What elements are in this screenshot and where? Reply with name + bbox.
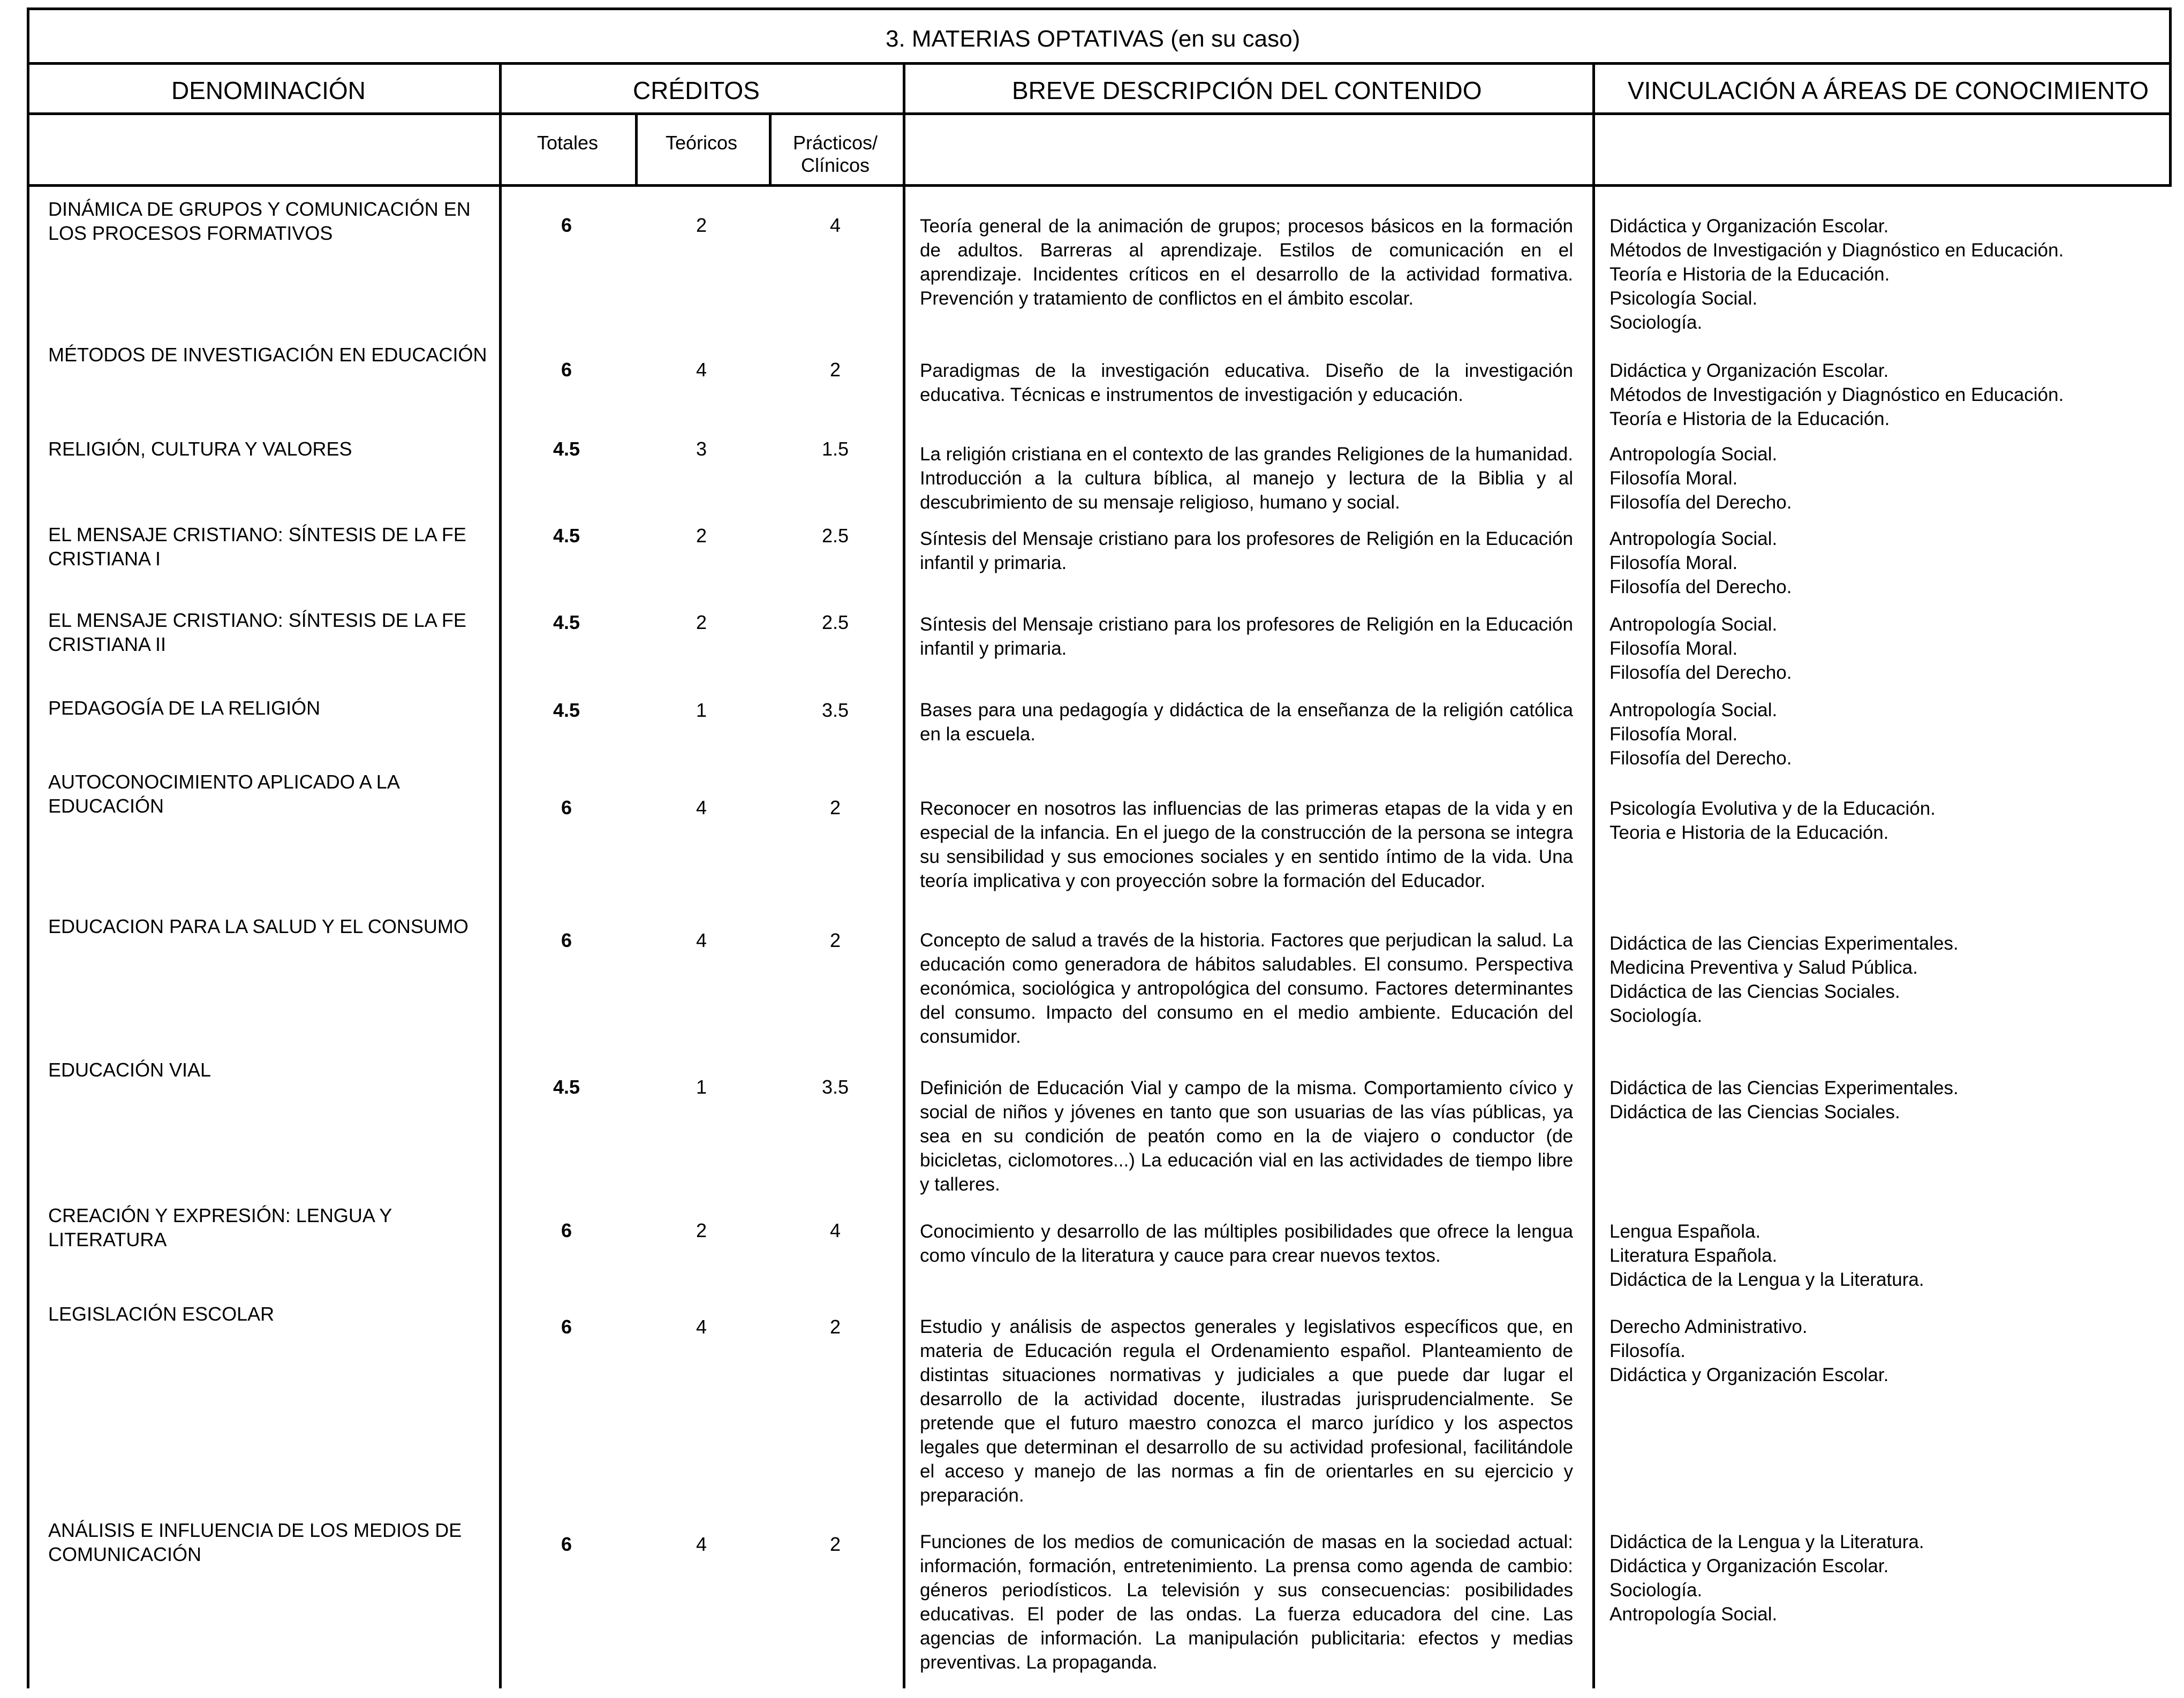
area-item: Didáctica y Organización Escolar. [1609, 216, 1889, 237]
area-item: Lengua Española. [1609, 1221, 1761, 1242]
subject-name: MÉTODOS DE INVESTIGACIÓN EN EDUCACIÓN [48, 344, 487, 366]
credits-total: 6 [561, 214, 572, 236]
area-item: Didáctica de las Ciencias Sociales. [1609, 1102, 1900, 1123]
knowledge-areas [1609, 698, 2091, 770]
credits-theory: 4 [696, 359, 707, 381]
area-item: Teoria e Historia de la Educación. [1609, 822, 1889, 843]
credits-practice: 3.5 [821, 1076, 849, 1098]
area-item: Métodos de Investigación y Diagnóstico en Educación. [1609, 240, 2064, 261]
subject-description: Definición de Educación Vial y campo de la misma. Comportamiento cívico y social de niños y jóvenes en tanto que son usuarias de las vías públicas, ya sea en su condición de peatón como en la de viajero o conductor (de bicicletas, ciclomotores...) La educación vial en las actividades de tiempo libre y talleres. [920, 1078, 1573, 1195]
credits-total: 4.5 [553, 611, 580, 633]
area-item: Didáctica de las Ciencias Sociales. [1609, 981, 1900, 1002]
credits-theory: 1 [696, 699, 707, 721]
area-item: Antropología Social. [1609, 700, 1778, 721]
knowledge-areas [1609, 527, 2091, 599]
credits-practice: 2.5 [821, 611, 849, 633]
header-creditos: CRÉDITOS [633, 77, 760, 104]
area-item: Didáctica y Organización Escolar. [1609, 360, 1889, 381]
area-item: Didáctica y Organización Escolar. [1609, 1556, 1889, 1576]
credits-total: 6 [561, 1316, 572, 1338]
credits-theory: 4 [696, 1316, 707, 1338]
subject-name: EL MENSAJE CRISTIANO: SÍNTESIS DE LA FE CRISTIANA I [48, 524, 466, 570]
area-item: Teoría e Historia de la Educación. [1609, 408, 1890, 429]
subject-name: AUTOCONOCIMIENTO APLICADO A LA EDUCACIÓN [48, 771, 399, 817]
area-item: Antropología Social. [1609, 444, 1778, 465]
header-descripcion: BREVE DESCRIPCIÓN DEL CONTENIDO [1012, 77, 1482, 104]
area-item: Antropología Social. [1609, 1604, 1778, 1625]
area-item: Medicina Preventiva y Salud Pública. [1609, 957, 1918, 978]
area-item: Filosofía. [1609, 1340, 1686, 1361]
subject-description: Funciones de los medios de comunicación de masas en la sociedad actual: información, formación, entretenimiento. La prensa como agenda de cambio: géneros periodísticos. La televisión y sus consecuencias: posibilidades educativas. El poder de las ondas. La fuerza educadora del cine. Las agencias de información. La manipulación publicitaria: efectos y medias preventivas. La propaganda. [920, 1532, 1573, 1673]
knowledge-areas [1609, 797, 2091, 845]
area-item: Literatura Española. [1609, 1245, 1778, 1266]
area-item: Sociología. [1609, 1580, 1703, 1601]
credits-subdivider-1 [635, 112, 638, 186]
credits-total: 6 [561, 797, 572, 818]
table-border-left [27, 7, 29, 1688]
area-item: Psicología Social. [1609, 288, 1758, 309]
subject-name: EL MENSAJE CRISTIANO: SÍNTESIS DE LA FE CRISTIANA II [48, 609, 466, 655]
knowledge-areas [1609, 359, 2091, 431]
area-item: Filosofía del Derecho. [1609, 662, 1792, 683]
col-divider-3 [1592, 62, 1595, 1688]
table-title: 3. MATERIAS OPTATIVAS (en su caso) [886, 26, 1301, 52]
subheader-practicos-line1: Prácticos/ [792, 132, 878, 154]
credits-practice: 2 [829, 1316, 841, 1338]
header-vinculacion: VINCULACIÓN A ÁREAS DE CONOCIMIENTO [1628, 77, 2149, 104]
credits-total: 4.5 [553, 699, 580, 721]
subject-name: CREACIÓN Y EXPRESIÓN: LENGUA Y LITERATURA [48, 1204, 392, 1250]
table-border-right [2169, 7, 2172, 184]
subject-name: EDUCACION PARA LA SALUD Y EL CONSUMO [48, 915, 468, 937]
knowledge-areas [1609, 1315, 2091, 1387]
subject-name: PEDAGOGÍA DE LA RELIGIÓN [48, 697, 321, 719]
knowledge-areas [1609, 214, 2091, 335]
knowledge-areas [1609, 1530, 2091, 1626]
subject-description: Concepto de salud a través de la historia. Factores que perjudican la salud. La educación como generadora de hábitos saludables. El consumo. Perspectiva económica, sociológica y antropológica del consumo. Factores determinantes del consumo. Impacto del consumo en el medio ambiente. Educación del consumidor. [920, 930, 1573, 1047]
area-item: Sociología. [1609, 1005, 1703, 1026]
area-item: Didáctica de la Lengua y la Literatura. [1609, 1269, 1924, 1290]
area-item: Didáctica de la Lengua y la Literatura. [1609, 1532, 1924, 1552]
area-item: Didáctica de las Ciencias Experimentales. [1609, 1078, 1959, 1098]
knowledge-areas [1609, 931, 2091, 1028]
credits-practice: 4 [829, 1219, 841, 1241]
subheader-teoricos: Teóricos [665, 132, 738, 154]
credits-theory: 2 [696, 1219, 707, 1241]
credits-total: 6 [561, 1533, 572, 1555]
area-item: Filosofía del Derecho. [1609, 748, 1792, 769]
subject-name: LEGISLACIÓN ESCOLAR [48, 1303, 275, 1325]
subheader-divider [27, 184, 2172, 187]
credits-theory: 2 [696, 525, 707, 547]
area-item: Psicología Evolutiva y de la Educación. [1609, 798, 1936, 819]
credits-theory: 4 [696, 797, 707, 818]
area-item: Didáctica de las Ciencias Experimentales. [1609, 933, 1959, 954]
credits-practice: 2 [829, 1533, 841, 1555]
header-denominacion: DENOMINACIÓN [171, 77, 366, 104]
area-item: Filosofía Moral. [1609, 552, 1738, 573]
credits-theory: 1 [696, 1076, 707, 1098]
credits-total: 6 [561, 359, 572, 381]
col-divider-1 [499, 62, 502, 1688]
credits-practice: 1.5 [821, 438, 849, 460]
area-item: Antropología Social. [1609, 528, 1778, 549]
title-divider [27, 62, 2172, 65]
col-divider-2 [903, 62, 905, 1688]
credits-practice: 4 [829, 214, 841, 236]
area-item: Teoría e Historia de la Educación. [1609, 264, 1890, 285]
credits-practice: 2.5 [821, 525, 849, 547]
credits-total: 6 [561, 1219, 572, 1241]
area-item: Antropología Social. [1609, 614, 1778, 635]
area-item: Derecho Administrativo. [1609, 1316, 1808, 1337]
credits-theory: 2 [696, 611, 707, 633]
knowledge-areas [1609, 612, 2091, 685]
credits-total: 4.5 [553, 525, 580, 547]
credits-practice: 3.5 [821, 699, 849, 721]
area-item: Didáctica y Organización Escolar. [1609, 1365, 1889, 1385]
subject-name: ANÁLISIS E INFLUENCIA DE LOS MEDIOS DE COMUNICACIÓN [48, 1519, 462, 1565]
subject-description: Teoría general de la animación de grupos; procesos básicos en la formación de adultos. Barreras al aprendizaje. Estilos de comunicación en el aprendizaje. Incidentes críticos en el desarrollo de la actividad formativa. Prevención y tratamiento de conflictos en el ámbito escolar. [920, 216, 1573, 309]
subject-description: Síntesis del Mensaje cristiano para los profesores de Religión en la Educación infantil y primaria. [920, 528, 1573, 573]
subject-name: RELIGIÓN, CULTURA Y VALORES [48, 438, 352, 460]
knowledge-areas [1609, 442, 2091, 514]
credits-theory: 2 [696, 214, 707, 236]
area-item: Filosofía Moral. [1609, 468, 1738, 489]
subject-description: Reconocer en nosotros las influencias de las primeras etapas de la vida y en especial de la infancia. En el juego de la construcción de la persona se integra su sensibilidad y sus emociones sociales y en sentido íntimo de la vida. Una teoría implicativa y con proyección sobre la formación del Educador. [920, 798, 1573, 891]
area-item: Sociología. [1609, 312, 1703, 333]
subject-name: EDUCACIÓN VIAL [48, 1059, 211, 1081]
credits-theory: 3 [696, 438, 707, 460]
credits-theory: 4 [696, 1533, 707, 1555]
subject-description: Bases para una pedagogía y didáctica de la enseñanza de la religión católica en la escuela. [920, 700, 1573, 745]
subject-name: DINÁMICA DE GRUPOS Y COMUNICACIÓN EN LOS PROCESOS FORMATIVOS [48, 198, 471, 244]
area-item: Filosofía del Derecho. [1609, 577, 1792, 597]
subheader-totales: Totales [536, 132, 599, 154]
optional-subjects-table [27, 7, 2172, 1688]
area-item: Filosofía Moral. [1609, 638, 1738, 659]
knowledge-areas [1609, 1219, 2091, 1292]
subheader-practicos-line2: Clínicos [800, 154, 870, 176]
area-item: Métodos de Investigación y Diagnóstico en Educación. [1609, 384, 2064, 405]
credits-total: 4.5 [553, 438, 580, 460]
area-item: Filosofía del Derecho. [1609, 492, 1792, 513]
credits-practice: 2 [829, 797, 841, 818]
subject-description: La religión cristiana en el contexto de las grandes Religiones de la humanidad. Introducción a la cultura bíblica, al manejo y lectura de la Biblia y al descubrimiento de su mensaje religioso, humano y social. [920, 444, 1573, 513]
subject-description: Paradigmas de la investigación educativa. Diseño de la investigación educativa. Técnicas e instrumentos de investigación y educación. [920, 360, 1573, 405]
credits-subdivider-2 [769, 112, 772, 186]
area-item: Filosofía Moral. [1609, 724, 1738, 745]
header-divider [27, 112, 2172, 115]
credits-total: 4.5 [553, 1076, 580, 1098]
credits-practice: 2 [829, 929, 841, 951]
credits-theory: 4 [696, 929, 707, 951]
table-border-top [27, 7, 2172, 10]
subject-description: Conocimiento y desarrollo de las múltiples posibilidades que ofrece la lengua como vínculo de la literatura y cauce para crear nuevos textos. [920, 1221, 1573, 1266]
subject-description: Síntesis del Mensaje cristiano para los profesores de Religión en la Educación infantil y primaria. [920, 614, 1573, 659]
credits-practice: 2 [829, 359, 841, 381]
credits-total: 6 [561, 929, 572, 951]
knowledge-areas [1609, 1076, 2091, 1124]
subject-description: Estudio y análisis de aspectos generales y legislativos específicos que, en materia de Educación regula el Ordenamiento español. Planteamiento de distintas situaciones normativas y judiciales a que puede dar lugar el desarrollo de la actividad docente, ilustradas jurisprudencialmente. Se pretende que el futuro maestro conozca el marco jurídico y los aspectos legales que determinan el desarrollo de su actividad profesional, facilitándole el acceso y manejo de las normas a fin de orientarles en su ejercicio y preparación. [920, 1316, 1573, 1506]
